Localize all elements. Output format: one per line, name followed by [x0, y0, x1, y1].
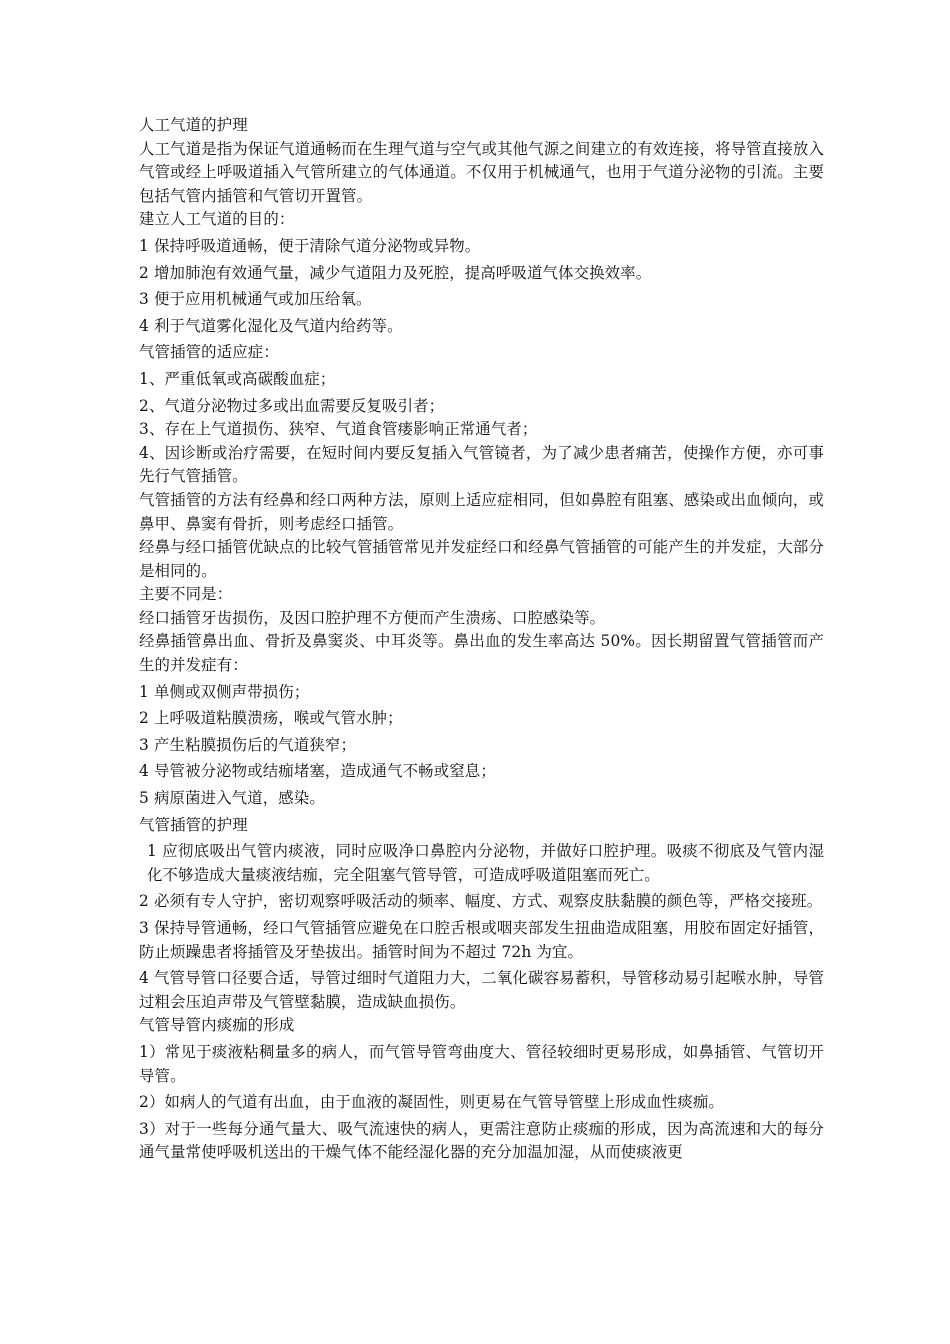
list-item-care-1: 1 应彻底吸出气管内痰液，同时应吸净口鼻腔内分泌物，并做好口腔护理。吸痰不彻底及气管内湿化不够造成大量痰液结痂，完全阻塞气管导管，可造成呼吸道阻塞而死亡。 [147, 842, 824, 884]
list-item-indication-3: 3、存在上气道损伤、狭窄、气道食管瘘影响正常通气者； [139, 420, 538, 439]
list-item-purpose-2: 2 增加肺泡有效通气量，减少气道阻力及死腔，提高呼吸道气体交换效率。 [139, 263, 652, 282]
list-item-care-2: 2 必须有专人守护，密切观察呼吸活动的频率、幅度、方式、观察皮肤黏膜的颜色等，严格交接班。 [139, 892, 823, 911]
list-item-care-4: 4 气管导管口径要合适，导管过细时气道阻力大，二氧化碳容易蓄积，导管移动易引起喉水肿，导管过粗会压迫声带及气管壁黏膜，造成缺血损伤。 [139, 969, 824, 1011]
heading-airway-purpose: 建立人工气道的目的： [139, 210, 295, 229]
heading-intubation-indications: 气管插管的适应症： [139, 343, 279, 362]
list-item-crust-1: 1）常见于痰液粘稠量多的病人，而气管导管弯曲度大、管径较细时更易形成，如鼻插管、气管切开导管。 [139, 1042, 824, 1085]
document-page [139, 114, 824, 1165]
paragraph-oral-complications: 经口插管牙齿损伤，及因口腔护理不方便而产生溃疡、口腔感染等。 [139, 608, 606, 627]
list-item-complication-4: 4 导管被分泌物或结痂堵塞，造成通气不畅或窒息； [139, 762, 496, 781]
paragraph-nasal-oral-comparison: 经鼻与经口插管优缺点的比较气管插管常见并发症经口和经鼻气管插管的可能产生的并发症，大部分是相同的。 [139, 538, 824, 580]
paragraph-nasal-complications: 经鼻插管鼻出血、骨折及鼻窦炎、中耳炎等。鼻出血的发生率高达 50%。因长期留置气管插管而产生的并发症有： [139, 632, 824, 675]
list-item-crust-2: 2）如病人的气道有出血，由于血液的凝固性，则更易在气管导管壁上形成血性痰痂。 [139, 1093, 724, 1112]
list-item-complication-3: 3 产生粘膜损伤后的气道狭窄； [139, 735, 357, 754]
list-item-purpose-3: 3 便于应用机械通气或加压给氧。 [139, 290, 372, 309]
paragraph-airway-definition: 人工气道是指为保证气道通畅而在生理气道与空气或其他气源之间建立的有效连接，将导管直接放入气管或经上呼吸道插入气管所建立的气体通道。不仅用于机械通气，也用于气道分泌物的引流。主要包括气管内插管和气管切开置管。 [139, 139, 824, 205]
list-item-complication-5: 5 病原菌进入气道，感染。 [139, 789, 325, 808]
heading-intubation-care: 气管插管的护理 [139, 815, 248, 834]
list-item-care-3: 3 保持导管通畅，经口气管插管应避免在口腔舌根或咽夹部发生扭曲造成阻塞，用胶布固定好插管，防止烦躁患者将插管及牙垫拔出。插管时间为不超过 72h 为宜。 [139, 919, 824, 961]
section-title-airway-care: 人工气道的护理 [139, 116, 248, 134]
list-item-purpose-1: 1 保持呼吸道通畅，便于清除气道分泌物或异物。 [139, 236, 481, 255]
list-item-indication-4: 4、因诊断或治疗需要，在短时间内要反复插入气管镜者，为了减少患者痛苦，使操作方便，亦可事先行气管插管。 [139, 443, 824, 486]
heading-sputum-crust: 气管导管内痰痂的形成 [139, 1016, 295, 1035]
paragraph-intubation-methods: 气管插管的方法有经鼻和经口两种方法，原则上适应症相同，但如鼻腔有阻塞、感染或出血倾向，或鼻甲、鼻窦有骨折，则考虑经口插管。 [139, 490, 824, 533]
heading-main-differences: 主要不同是： [139, 585, 233, 604]
list-item-crust-3: 3）对于一些每分通气量大、吸气流速快的病人，更需注意防止痰痂的形成，因为高流速和大的每分通气量常使呼吸机送出的干燥气体不能经湿化器的充分加温加湿，从而使痰液更 [139, 1119, 824, 1162]
list-item-complication-1: 1 单侧或双侧声带损伤； [139, 682, 310, 701]
list-item-indication-2: 2、气道分泌物过多或出血需要反复吸引者； [139, 396, 445, 415]
list-item-complication-2: 2 上呼吸道粘膜溃疡，喉或气管水肿； [139, 709, 403, 728]
list-item-indication-1: 1、严重低氧或高碳酸血症； [139, 369, 336, 388]
list-item-purpose-4: 4 利于气道雾化湿化及气道内给药等。 [139, 316, 403, 335]
